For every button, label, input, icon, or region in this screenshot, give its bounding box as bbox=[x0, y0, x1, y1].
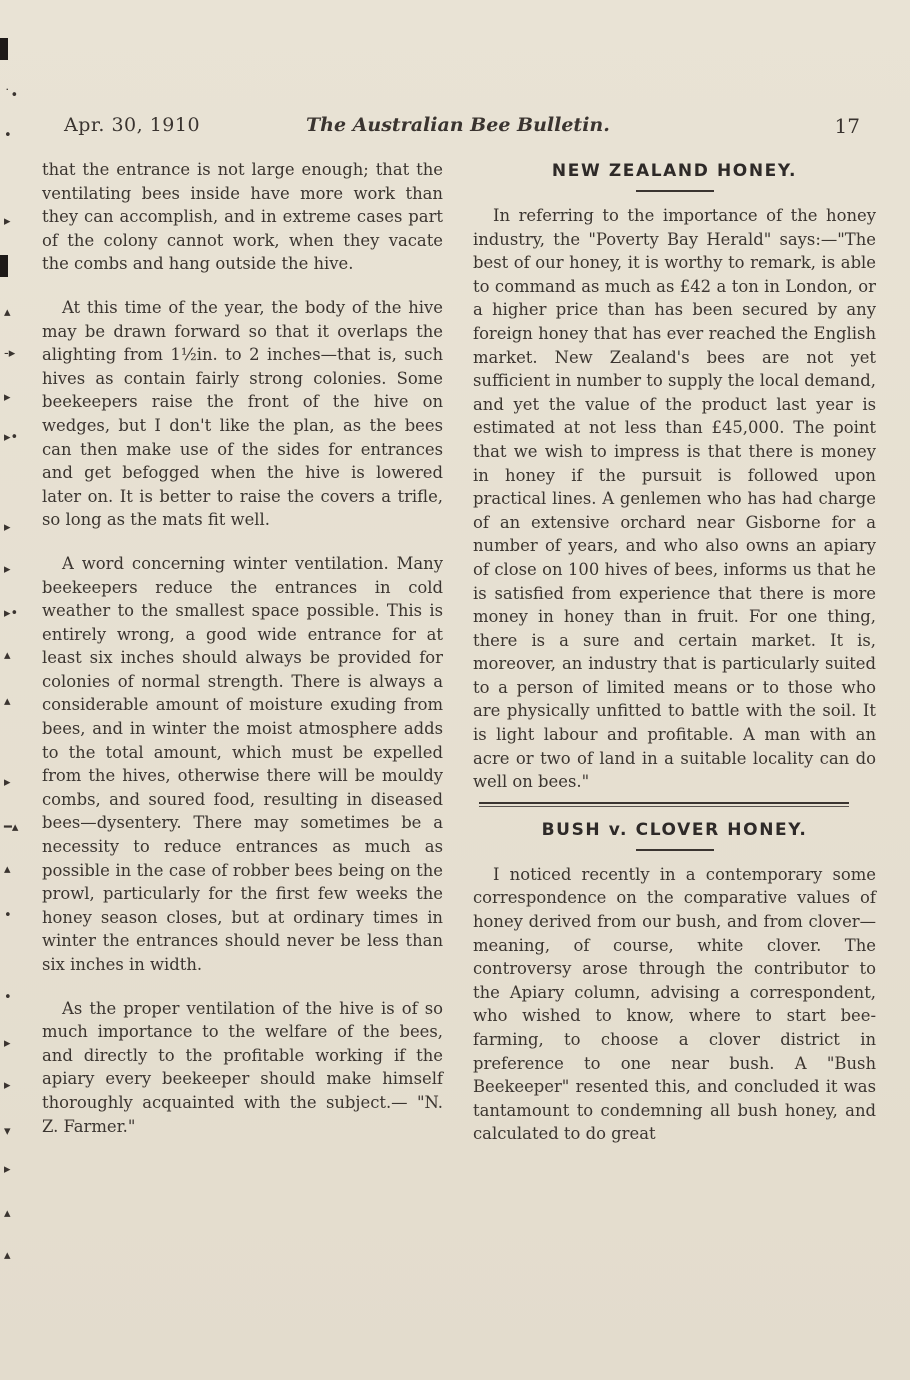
stitch-mark: ▸ bbox=[4, 775, 11, 790]
stitch-mark: -▸ bbox=[4, 346, 16, 361]
paragraph: At this time of the year, the body of the hive may be drawn forward so that it overlaps the alighting from 1½in. to 2 inches—that is, such hives as contain fairly strong colonies. Some beekeepers raise the front of the hive on wedges, but I don't like the plan, as the bees can then make use of the sides for entrances and get befogged when the hive is lowered later on. It is better to raise the covers a trifle, so long as the mats fit well. bbox=[42, 297, 443, 530]
stitch-mark: ▴ bbox=[4, 648, 11, 663]
journal-title: The Australian Bee Bulletin. bbox=[306, 114, 610, 136]
paragraph: that the entrance is not large enough; that the ventilating bees inside have more work than they can accomplish, and in extreme cases part of the colony cannot work, when they vacate the combs and hang outside the hive. bbox=[42, 160, 443, 274]
stitch-mark: • bbox=[4, 990, 12, 1005]
paragraph: As the proper ventilation of the hive is of so much importance to the welfare of the bees, and directly to the profitable working if the apiary every beekeeper should make himself thoroughly acquainted with the subject.— "N. Z. Farmer." bbox=[42, 998, 443, 1136]
binding-mark bbox=[0, 38, 8, 60]
binding-mark bbox=[0, 255, 8, 277]
paragraph: I noticed recently in a contemporary some correspondence on the comparative values of honey derived from our bush, and from clover—meaning, of course, white clover. The controversy arose through the contributor to the Apiary column, advising a correspondent, who wished to know, where to start bee-farming, to choose a clover district in preference to one near bush. A "Bush Beekeeper" resented this, and concluded it was tantamount to condemning all bush honey, and calculated to do great bbox=[473, 864, 876, 1144]
stitch-mark: ▸ bbox=[4, 390, 11, 405]
paragraph: A word concerning winter ventilation. Many beekeepers reduce the entrances in cold weather to the smallest space possible. This is entirely wrong, a good wide entrance for at least six inches should always be provided for colonies of normal strength. There is always a considerable amount of moisture exuding from bees, and in winter the moist atmosphere adds to the total amount, which must be expelled from the hives, otherwise there will be mouldy combs, and soured food, resulting in diseased bees—dysentery. There may sometimes be a necessity to reduce entrances as much as possible in the case of robber bees being on the prowl, particularly for the first few weeks the honey season closes, but at ordinary times in winter the entrances should never be less than six inches in width. bbox=[42, 553, 443, 974]
article-heading: NEW ZEALAND HONEY. bbox=[551, 161, 798, 181]
stitch-mark: ˙• bbox=[4, 88, 19, 103]
stitch-mark: ▸ bbox=[4, 1162, 11, 1177]
section-divider bbox=[479, 802, 849, 807]
left-column bbox=[42, 158, 443, 1138]
running-header bbox=[64, 114, 860, 146]
stitch-mark: ▴ bbox=[4, 694, 11, 709]
stitch-mark: ▸ bbox=[4, 520, 11, 535]
stitch-mark: ▴ bbox=[4, 1206, 11, 1221]
stitch-mark: ━▴ bbox=[4, 820, 19, 835]
right-column bbox=[473, 158, 876, 1146]
stitch-mark: ▸ bbox=[4, 1036, 11, 1051]
stitch-mark: ▾ bbox=[4, 1124, 11, 1139]
stitch-mark: ▴ bbox=[4, 862, 11, 877]
stitch-mark: • bbox=[4, 128, 12, 143]
stitch-mark: ▸• bbox=[4, 606, 19, 621]
issue-date: Apr. 30, 1910 bbox=[64, 114, 201, 136]
article-heading: BUSH v. CLOVER HONEY. bbox=[541, 819, 808, 840]
stitch-mark: ▸ bbox=[4, 214, 11, 229]
heading-rule bbox=[636, 190, 714, 192]
stitch-mark: ▸ bbox=[4, 1078, 11, 1093]
stitch-mark: ▸ bbox=[4, 562, 11, 577]
paragraph: In referring to the importance of the honey industry, the "Poverty Bay Herald" says:—"The best of our honey, it is worthy to remark, is able to command as much as £42 a ton in London, or a higher price than has been secured by any foreign honey that has ever reached the English market. New Zealand's bees are not yet sufficient in number to supply the local demand, and yet the value of the product last year is estimated at not less than £45,000. The point that we wish to impress is that there is money in honey if the pursuit is followed upon practical lines. A genlemen who has had charge of an extensive orchard near Gisborne for a number of years, and who also owns an apiary of close on 100 hives of bees, informs us that he is satisfied from experience that there is more money in honey than in fruit. For one thing, there is a sure and certain market. It is, moreover, an industry that is particularly suited to a person of limited means or to those who are physically unfitted to battle with the soil. It is light labour and profitable. A man with an acre or two of land in a suitable locality can do well on bees." bbox=[473, 206, 876, 792]
stitch-mark: ▴ bbox=[4, 1248, 11, 1263]
stitch-mark: ▸• bbox=[4, 430, 19, 445]
stitch-mark: ▴ bbox=[4, 305, 11, 320]
heading-rule bbox=[636, 849, 714, 851]
page-number: 17 bbox=[834, 114, 860, 138]
stitch-mark: • bbox=[4, 908, 12, 923]
